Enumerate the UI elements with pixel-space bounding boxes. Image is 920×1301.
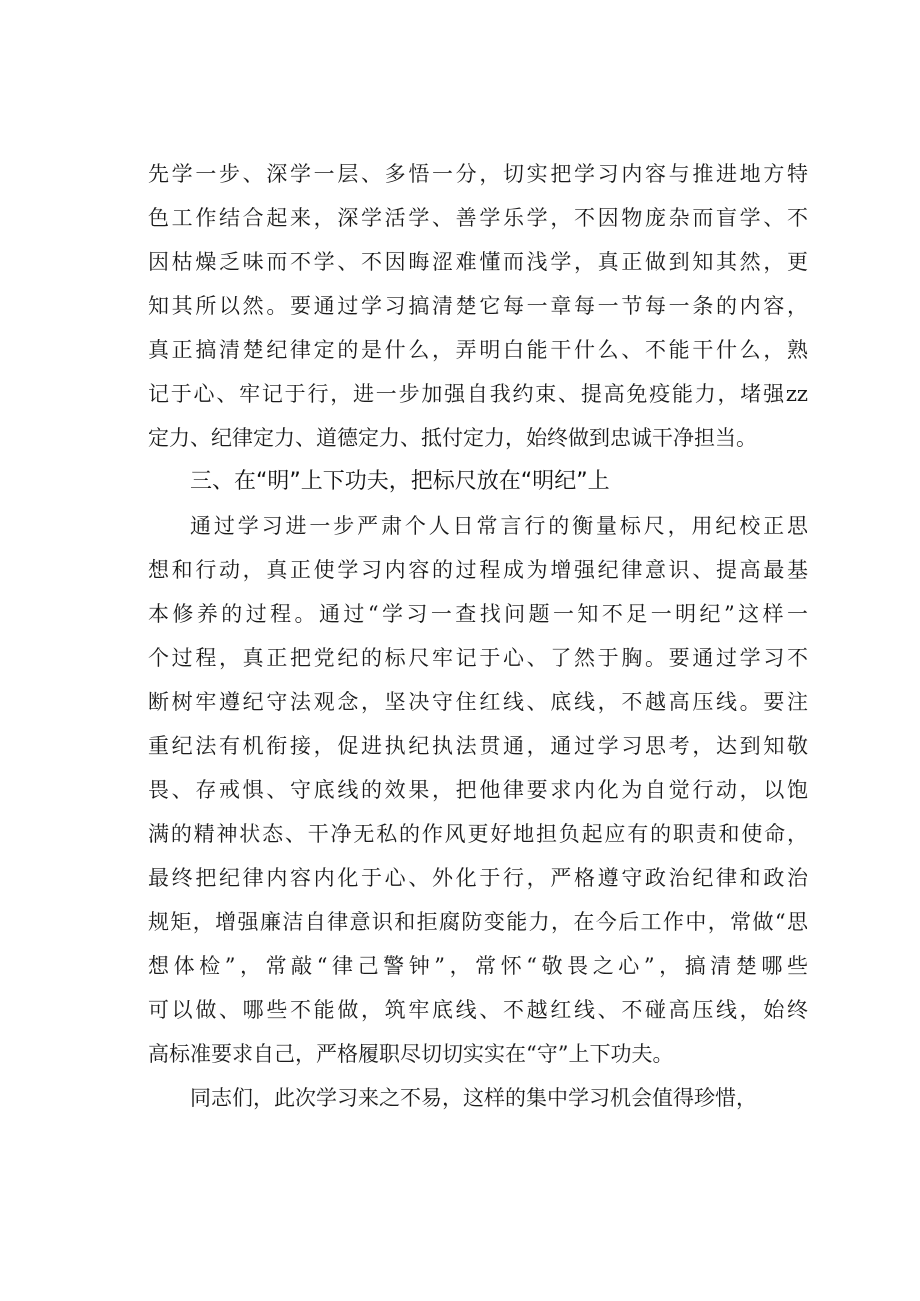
paragraph-line: 可以做、哪些不能做，筑牢底线、不越红线、不碰高压线，始终 (148, 998, 808, 1022)
paragraph-3 (148, 1076, 808, 1120)
paragraph-line: 规矩，增强廉洁自律意识和拒腐防变能力，在今后工作中，常做“思 (148, 910, 808, 934)
document-body (148, 152, 808, 1120)
paragraph-line: 个过程，真正把党纪的标尺牢记于心、了然于胸。要通过学习不 (148, 646, 808, 670)
paragraph-line: 定力、纪律定力、道德定力、抵付定力，始终做到忠诚干净担当。 (148, 426, 757, 450)
paragraph-line: 想和行动，真正使学习内容的过程成为增强纪律意识、提高最基 (148, 558, 808, 582)
paragraph-line: 满的精神状态、干净无私的作风更好地担负起应有的职责和使命， (148, 822, 808, 846)
paragraph-line: 断树牢遵纪守法观念，坚决守住红线、底线，不越高压线。要注 (148, 690, 808, 714)
paragraph-line: 知其所以然。要通过学习搞清楚它每一章每一节每一条的内容， (148, 294, 808, 318)
paragraph-line: 真正搞清楚纪律定的是什么，弄明白能干什么、不能干什么，熟 (148, 338, 808, 362)
paragraph-line: 本修养的过程。通过“学习一查找问题一知不足一明纪”这样一 (148, 602, 808, 626)
paragraph-line: 想体检”，常敲“律己警钟”，常怀“敬畏之心”，搞清楚哪些 (148, 954, 808, 978)
paragraph-line: 同志们，此次学习来之不易，这样的集中学习机会值得珍惜， (190, 1086, 757, 1110)
paragraph-line: 记于心、牢记于行，进一步加强自我约束、提高免疫能力，堵强zz (148, 382, 808, 406)
paragraph-line: 高标准要求自己，严格履职尽切切实实在“守”上下功夫。 (148, 1042, 674, 1066)
paragraph-line: 先学一步、深学一层、多悟一分，切实把学习内容与推进地方特 (148, 162, 808, 186)
section-heading: 三、在“明”上下功夫，把标尺放在“明纪”上 (190, 469, 610, 494)
paragraph-line: 最终把纪律内容内化于心、外化于行，严格遵守政治纪律和政治 (148, 866, 808, 890)
paragraph-1 (148, 152, 808, 460)
paragraph-line: 畏、存戒惧、守底线的效果，把他律要求内化为自觉行动，以饱 (148, 778, 808, 802)
paragraph-line: 因枯燥乏味而不学、不因晦涩难懂而浅学，真正做到知其然，更 (148, 250, 808, 274)
paragraph-line: 重纪法有机衔接，促进执纪执法贯通，通过学习思考，达到知敬 (148, 734, 808, 758)
paragraph-line: 色工作结合起来，深学活学、善学乐学，不因物庞杂而盲学、不 (148, 206, 808, 230)
paragraph-line: 通过学习进一步严肃个人日常言行的衡量标尺，用纪校正思 (190, 514, 808, 538)
paragraph-2 (148, 504, 808, 1076)
